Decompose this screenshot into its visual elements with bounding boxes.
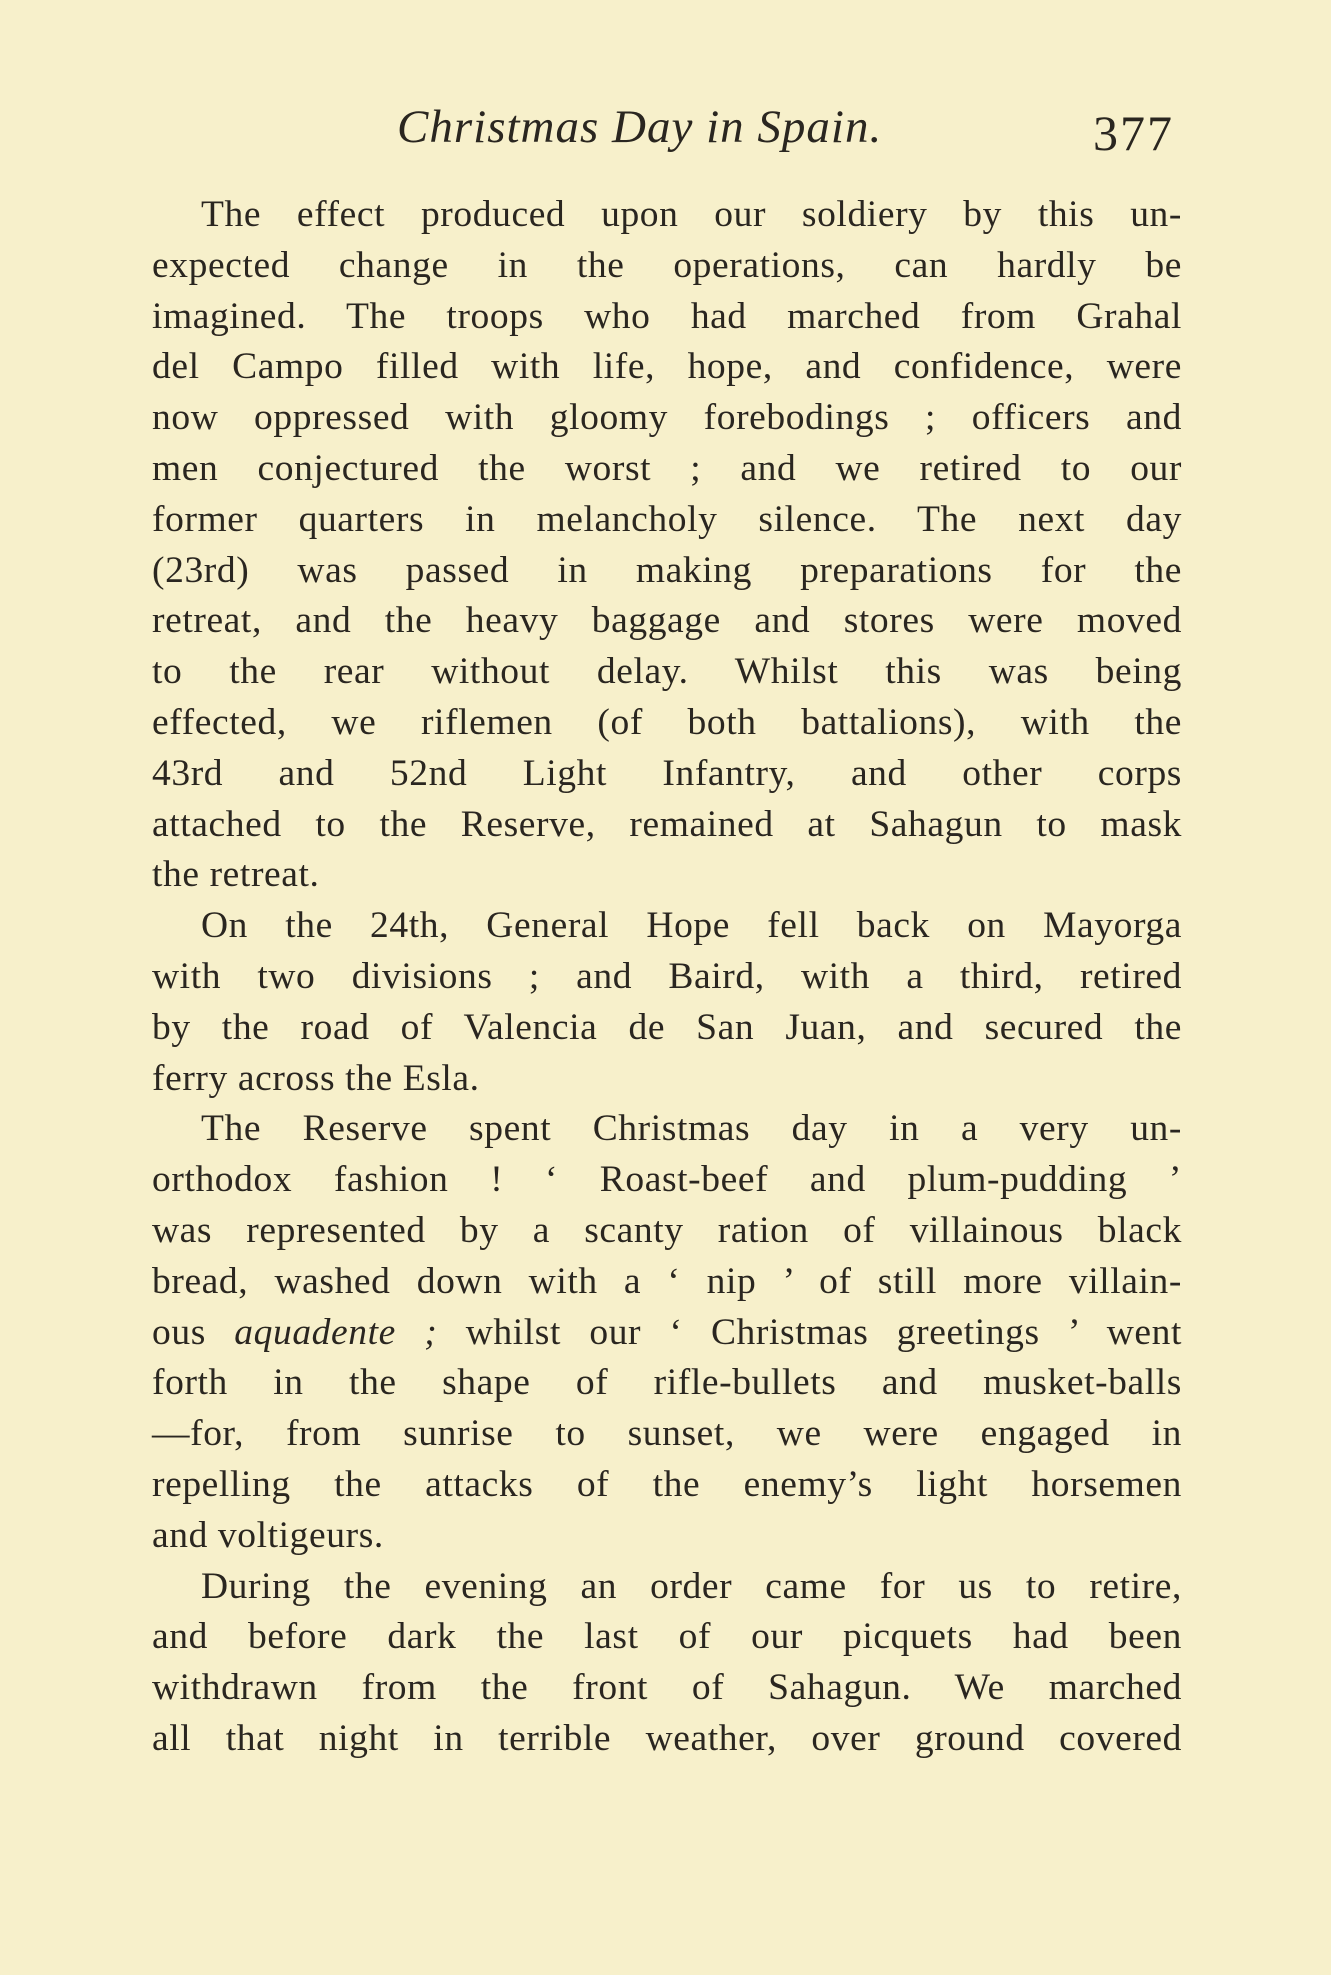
text-line: the retreat. xyxy=(152,854,320,896)
text-line: orthodox fashion ! ‘ Roast-beef and plum-pudding ’ xyxy=(152,1159,1182,1201)
text-line: ferry across the Esla. xyxy=(152,1057,480,1099)
text-line: withdrawn from the front of Sahagun. We marched xyxy=(152,1667,1182,1709)
text-line: del Campo filled with life, hope, and confidence, were xyxy=(152,346,1182,388)
text-line: attached to the Reserve, remained at Sahagun to mask xyxy=(152,803,1182,845)
text-line: The Reserve spent Christmas day in a very un- xyxy=(201,1108,1182,1150)
text-line: men conjectured the worst ; and we retired to our xyxy=(152,447,1182,489)
body-text xyxy=(152,190,1182,1765)
text-line: 43rd and 52nd Light Infantry, and other corps xyxy=(152,752,1182,794)
text-line: forth in the shape of rifle-bullets and musket-balls xyxy=(152,1362,1182,1404)
text-line: bread, washed down with a ‘ nip ’ of still more villain- xyxy=(152,1260,1182,1302)
text-line: effected, we riflemen (of both battalions), with the xyxy=(152,701,1182,743)
text-line: former quarters in melancholy silence. The next day xyxy=(152,498,1182,540)
running-head xyxy=(152,92,1182,162)
text-line: expected change in the operations, can hardly be xyxy=(152,244,1182,286)
italic-word: aquadente ; xyxy=(234,1311,438,1353)
text-run: ous xyxy=(152,1311,235,1353)
text-line: and voltigeurs. xyxy=(152,1514,384,1556)
text-line: by the road of Valencia de San Juan, and secured the xyxy=(152,1006,1182,1048)
text-line: retreat, and the heavy baggage and stores were moved xyxy=(152,600,1182,642)
text-line: On the 24th, General Hope fell back on Mayorga xyxy=(201,905,1182,947)
page-number: 377 xyxy=(1093,105,1174,161)
text-line: —for, from sunrise to sunset, we were engaged in xyxy=(152,1413,1182,1455)
text-line: The effect produced upon our soldiery by this un- xyxy=(201,194,1182,235)
text-line: was represented by a scanty ration of villainous black xyxy=(152,1209,1182,1251)
running-title: Christmas Day in Spain. xyxy=(397,101,883,153)
text-line-with-italic xyxy=(152,1308,1182,1359)
text-line: imagined. The troops who had marched from Grahal xyxy=(152,295,1182,337)
text-line: now oppressed with gloomy forebodings ; officers and xyxy=(152,397,1182,439)
text-line: and before dark the last of our picquets had been xyxy=(152,1616,1182,1658)
text-line: to the rear without delay. Whilst this was being xyxy=(152,651,1182,693)
text-line: all that night in terrible weather, over ground covered xyxy=(152,1717,1182,1759)
text-run: whilst our ‘ Christmas greetings ’ went xyxy=(437,1311,1182,1353)
text-line: During the evening an order came for us to retire, xyxy=(201,1565,1182,1607)
text-line: repelling the attacks of the enemy’s light horsemen xyxy=(152,1463,1182,1505)
text-line: with two divisions ; and Baird, with a third, retired xyxy=(152,955,1182,997)
text-line: (23rd) was passed in making preparations for the xyxy=(152,549,1182,591)
